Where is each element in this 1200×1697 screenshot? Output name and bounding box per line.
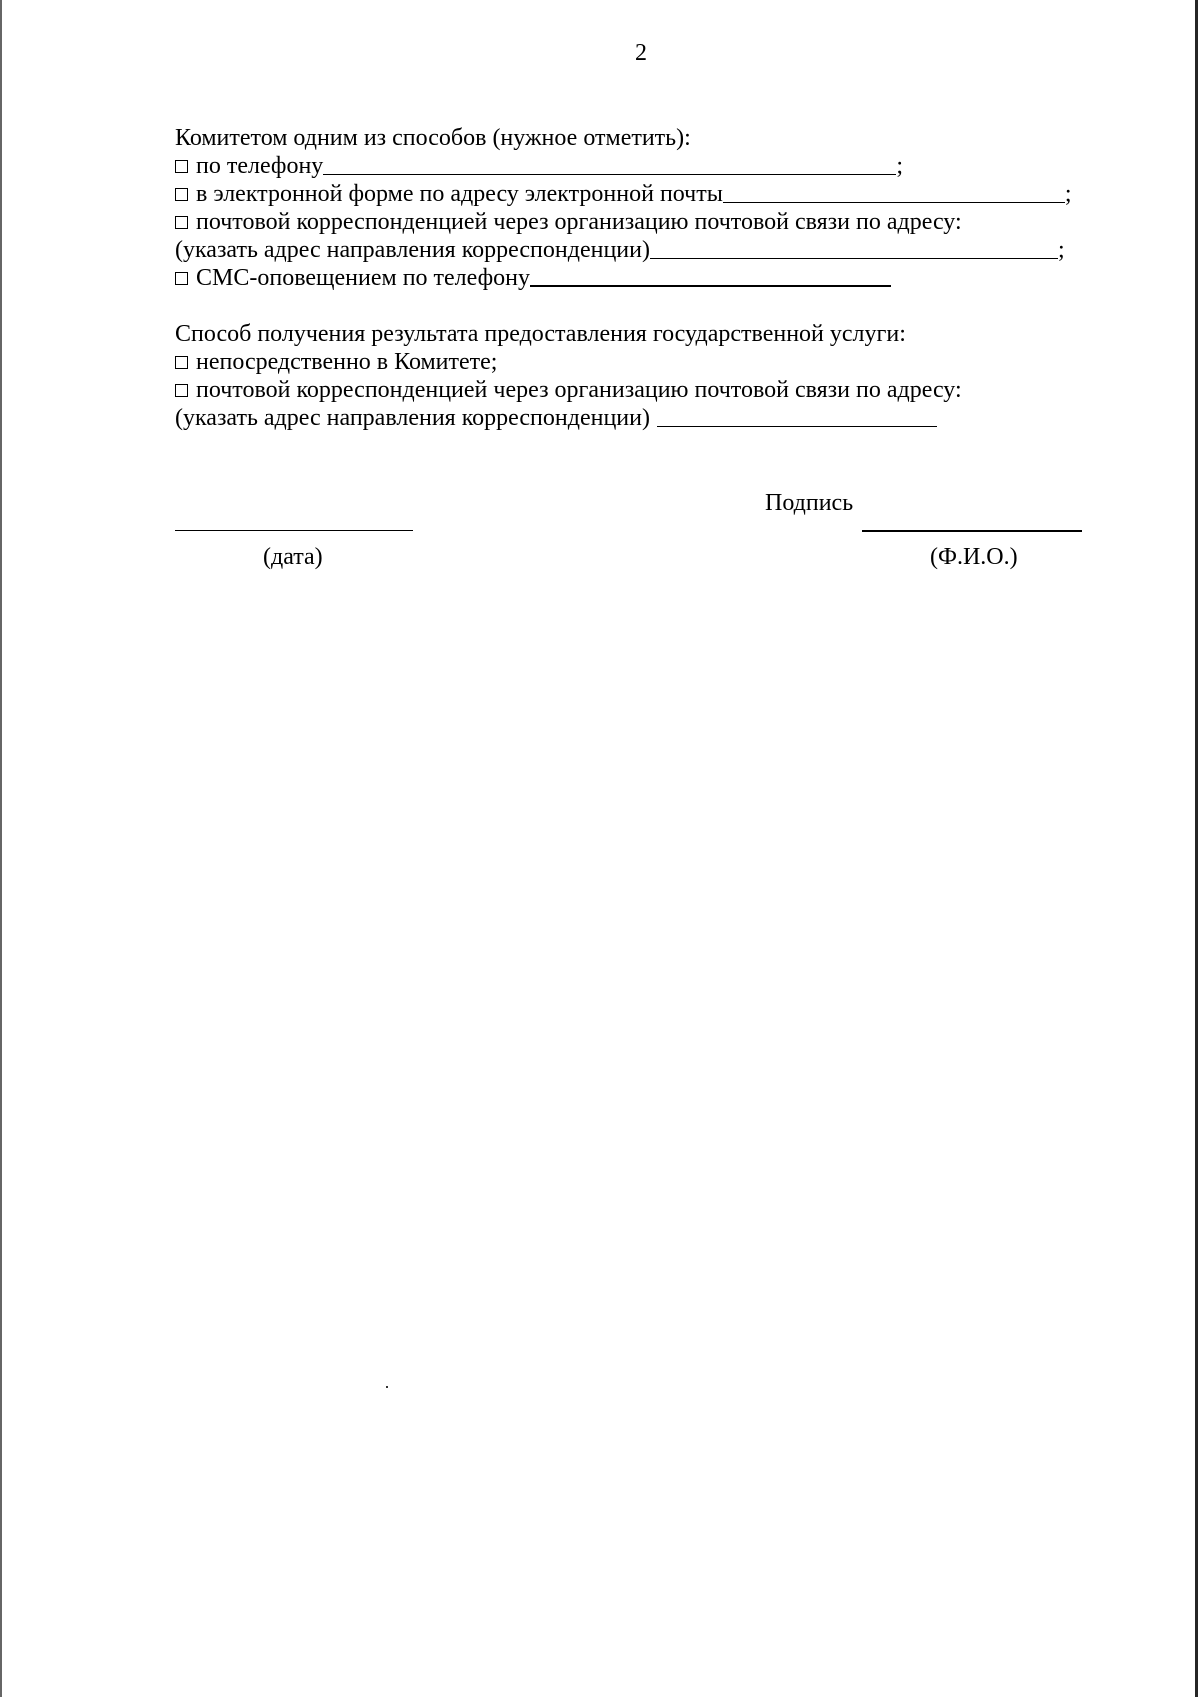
result-post-address-row [175,404,1095,432]
date-caption: (дата) [263,544,323,570]
checkbox-email[interactable] [175,188,188,201]
section-spacer [175,292,1095,320]
result-post-address-field[interactable] [657,404,937,427]
checkbox-in-person[interactable] [175,356,188,369]
result-intro [175,320,1095,348]
phone-terminator: ; [896,153,903,179]
option-result-post-label: почтовой корреспонденцией через организацию почтовой связи по адресу: [196,377,962,403]
option-email-label: в электронной форме по адресу электронной почты [196,181,723,207]
option-post[interactable] [175,208,1095,236]
signature-block [0,490,1200,570]
option-result-post[interactable] [175,376,1095,404]
option-sms[interactable] [175,264,1095,292]
post-address-row [175,236,1095,264]
result-intro-text: Способ получения результата предоставления государственной услуги: [175,321,906,347]
checkbox-sms[interactable] [175,272,188,285]
post-address-field[interactable] [650,236,1058,259]
email-terminator: ; [1064,181,1072,207]
notification-intro-text: Комитетом одним из способов (нужное отметить): [175,125,691,151]
checkbox-result-post[interactable] [175,384,188,397]
option-phone[interactable] [175,152,1095,180]
result-post-address-label: (указать адрес направления корреспонденции) [175,405,650,431]
scan-edge-left [0,0,2,1697]
post-address-label: (указать адрес направления корреспонденции) [175,237,650,263]
option-in-person[interactable] [175,348,1095,376]
checkbox-phone[interactable] [175,160,188,173]
option-sms-label: СМС-оповещением по телефону [196,265,530,291]
notification-intro [175,124,1095,152]
post-address-terminator: ; [1057,237,1065,263]
date-field[interactable] [175,530,413,531]
scan-edge-right [1195,0,1198,1697]
sms-phone-field[interactable] [530,263,891,287]
form-body [175,124,1095,432]
page-number: 2 [635,40,647,66]
fio-caption: (Ф.И.О.) [930,544,1018,570]
signature-field[interactable] [862,530,1082,532]
option-in-person-label: непосредственно в Комитете; [196,349,498,375]
scan-speck [386,1386,388,1388]
phone-field[interactable] [323,152,896,175]
sign-label: Подпись [765,490,854,516]
option-phone-label: по телефону [196,153,324,179]
email-field[interactable] [723,180,1065,203]
checkbox-post[interactable] [175,216,188,229]
option-email[interactable] [175,180,1095,208]
option-post-label: почтовой корреспонденцией через организацию почтовой связи по адресу: [196,209,962,235]
